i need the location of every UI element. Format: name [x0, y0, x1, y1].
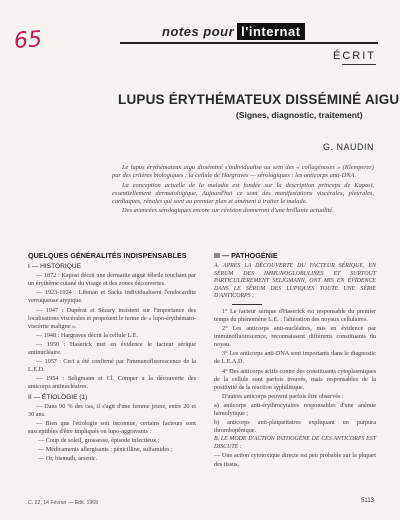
left-column	[28, 252, 196, 464]
abstract-paragraph: La conception actuelle de la maladie est fondée sur la description princeps de Kaposi, essentiellement dermatologique. Aujourd'hui ce sont des manifestations viscérales, pleurales, cardiaques, rénales qui sont au premier plan et amènent à traiter le malade.	[112, 181, 374, 206]
section-label: ÉCRIT	[333, 50, 376, 62]
history-entry: — 1957 : Ceci a été confirmé par l'immunofluorescence de la L.E.D.	[28, 358, 196, 374]
masthead-rule	[120, 42, 378, 44]
pathogenesis-closing: — Une action cytotoxique directe est peu probable sur la plupart des tissus.	[214, 452, 376, 468]
history-entry: — 1948 : Hargraves décrit la cellule L.E.	[36, 331, 139, 339]
section-label-underline	[342, 64, 376, 65]
etiology-entry: — Dans 90 % des cas, il s'agit d'une femme jeune, entre 20 et 30 ans.	[28, 402, 196, 418]
antibody-item: 3° Les anticorps anti-DNA sont importants dans le diagnostic de L.E.A.D.	[214, 350, 376, 366]
antibody-item: b) anticorps anti-plaquettaires expliquant un purpura thrombopénique.	[214, 419, 376, 435]
abstract-paragraph: Des avancées sérologiques encore sur révision donneront d'une brillante actualité.	[122, 207, 334, 215]
etiology-entry: — Bien que l'étiologie soit inconnue, certains facteurs sont susceptibles d'être impliqués ou lupo-aggravants :	[28, 419, 196, 435]
etiology-bullet: — Médicaments allergisants : pénicilline, sulfamides ;	[38, 446, 173, 454]
article-author: G. NAUDIN	[322, 142, 374, 152]
right-column	[214, 252, 376, 470]
etiology-bullet: — Or, bismuth, arsenic.	[38, 455, 98, 463]
masthead	[158, 24, 309, 39]
antibody-item: 4° Des anticorps actifs contre des constituants cytoplasmiques de la cellule sont parfois trouvés, mais responsables de la positivité de la réaction syphilitique.	[214, 367, 376, 391]
antibody-item: 1° Le facteur sérique d'Haserick est responsable du premier temps du phénomène L.E. : l'altération des noyaux cellulaires.	[214, 307, 376, 323]
handwritten-page-number: 65	[13, 27, 43, 54]
etiology-heading: II — ÉTIOLOGIE (1)	[28, 393, 88, 401]
footer-page-code: 5113	[361, 498, 374, 504]
history-entry: — 1947 : Dupérat et Sézary insistent sur l'importance des localisations viscérales et proposent le terme de « lupo-érythémato-viscérite maligne ».	[28, 306, 196, 330]
generalities-heading: QUELQUES GÉNÉRALITÉS INDISPENSABLES	[28, 251, 187, 260]
antibody-item: D'autres anticorps peuvent parfois être observés :	[222, 392, 344, 400]
history-entry: — 1950 : Haserick met en évidence le facteur sérique antinucléaire.	[28, 340, 196, 357]
article-subtitle: (Signes, diagnostic, traitement)	[236, 110, 363, 120]
article-title: LUPUS ÉRYTHÉMATEUX DISSÉMINÉ AIGU	[118, 92, 400, 107]
footer-reference: C. 22, 14 Février — Edit. 1969	[28, 500, 99, 506]
pathogenesis-heading: III — PATHOGÉNIE	[214, 251, 278, 260]
etiology-bullet: — Coup de soleil, grossesse, épisode infectieux ;	[38, 436, 160, 444]
history-entry: — 1872 : Kaposi décrit une dermatite aiguë fébrile touchant par un érythème cutané du visage et des zones découvertes.	[28, 272, 196, 288]
history-heading: I — HISTORIQUE	[28, 263, 82, 271]
section-divider	[232, 304, 262, 305]
antibody-item: 2° Les anticorps anti-nucléaires, mis en évidence par immunofluorescence, reconnaissent différents constituants du noyau.	[214, 325, 376, 349]
abstract-paragraph: Le lupus érythémateux aigu disséminé s'individualise au sein des « collagénoses » (Klemperer) par des critères biologiques : la cellule de Hargraves — sérologiques : les anticorps anti-DNA.	[112, 164, 374, 180]
article-abstract	[112, 164, 374, 217]
masthead-internat: l'internat	[237, 23, 304, 40]
history-entry: — 1954 : Seligmann et Cl. Comper a la découverte des anticorps antinucléaires.	[28, 375, 196, 391]
pathogenesis-section-b: B. LE MODE D'ACTION PATHOGÈNE DE CES ANTICORPS EST DISCUTÉ :	[214, 436, 376, 450]
antibody-item: a) anticorps anti-érythrocytaires responsables d'une anémie hémolytique ;	[214, 401, 376, 417]
masthead-notes-pour: notes pour	[162, 24, 235, 39]
history-entry: — 1923-1924 : Libman et Sacks individualisent l'endocardite verruqueuse atypique.	[28, 289, 196, 305]
pathogenesis-intro: A. APRÈS LA DÉCOUVERTE DU FACTEUR SÉRIQUE, EN SÉRUM DES IMMUNOGLOBULINES ET SURTOUT PARTICULIÈREMENT SELIGMANN, ONT MIS EN ÉVIDENCE DANS LE SÉRUM DES LUPIQUES TOUTE UNE SÉRIE D'ANTICORPS :	[214, 263, 376, 300]
